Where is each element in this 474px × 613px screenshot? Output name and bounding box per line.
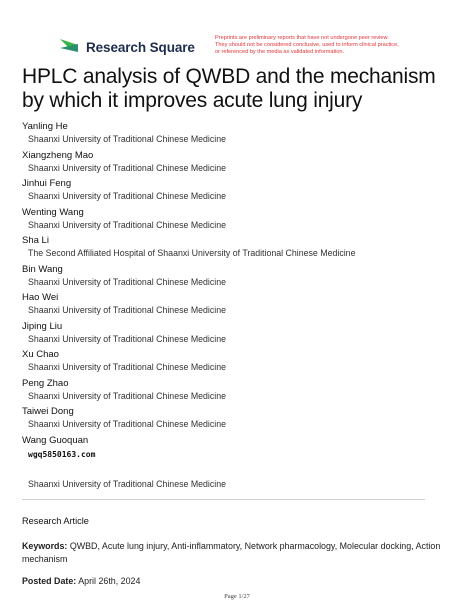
author-entry	[22, 320, 452, 349]
author-entry	[22, 177, 452, 206]
author-affiliation: Shaanxi University of Traditional Chinese Medicine	[28, 162, 227, 173]
author-entry	[22, 206, 452, 235]
author-name[interactable]: Peng Zhao	[22, 377, 69, 389]
author-name[interactable]: Yanling He	[22, 121, 68, 132]
notice-line: Preprints are preliminary reports that have not undergone peer review.	[215, 35, 389, 41]
page-number: Page 1/27	[224, 593, 250, 600]
notice-line: or referenced by the media as validated information.	[215, 49, 345, 56]
posted-date	[22, 576, 140, 586]
author-affiliation: Shaanxi University of Traditional Chinese Medicine	[28, 219, 227, 230]
author-name[interactable]: Jinhui Feng	[22, 178, 72, 189]
author-affiliation: Shaanxi University of Traditional Chinese Medicine	[28, 333, 227, 344]
author-affiliation: Shaanxi University of Traditional Chinese Medicine	[28, 305, 227, 315]
author-affiliation: Shaanxi University of Traditional Chinese Medicine	[28, 134, 227, 144]
author-entry	[22, 405, 452, 434]
keywords	[22, 540, 454, 565]
divider	[22, 499, 425, 500]
posted-date-label: Posted Date:	[22, 576, 77, 586]
corresponding-author-affiliation: Shaanxi University of Traditional Chinese Medicine	[28, 479, 227, 489]
author-name[interactable]: Sha Li	[22, 235, 49, 246]
header	[58, 36, 438, 62]
keywords-text: QWBD, Acute lung injury, Anti-inflammatory, Network pharmacology, Molecular docking, Action mechanism	[22, 541, 441, 564]
author-name[interactable]: Hao Wei	[22, 292, 59, 303]
author-name[interactable]: Taiwei Dong	[22, 406, 74, 417]
author-entry	[22, 234, 452, 263]
author-entry	[22, 149, 452, 178]
author-name[interactable]: Xiangzheng Mao	[22, 149, 94, 161]
author-affiliation: Shaanxi University of Traditional Chinese Medicine	[28, 362, 227, 372]
research-square-logo-icon	[58, 38, 80, 58]
author-affiliation: Shaanxi University of Traditional Chinese Medicine	[28, 191, 227, 201]
author-affiliation: The Second Affiliated Hospital of Shaanxi University of Traditional Chinese Medicine	[28, 248, 356, 258]
author-entry	[22, 377, 452, 406]
corresponding-author-entry	[22, 434, 452, 463]
author-list	[22, 120, 452, 462]
author-entry	[22, 263, 452, 292]
author-name[interactable]: Xu Chao	[22, 349, 59, 360]
author-email[interactable]: wgq5850163.com	[28, 449, 96, 459]
corresponding-author-name[interactable]: Wang Guoquan	[22, 434, 89, 446]
author-entry	[22, 348, 452, 377]
posted-date-value: April 26th, 2024	[78, 576, 141, 586]
author-entry	[22, 120, 452, 149]
preprint-notice	[215, 35, 455, 57]
author-name[interactable]: Wenting Wang	[22, 206, 84, 218]
author-affiliation: Shaanxi University of Traditional Chinese Medicine	[28, 276, 227, 287]
author-name[interactable]: Jiping Liu	[22, 320, 63, 332]
article-title: HPLC analysis of QWBD and the mechanism by which it improves acute lung injury	[22, 65, 436, 112]
notice-line: They should not be considered conclusive, used to inform clinical practice,	[215, 42, 399, 49]
keywords-label: Keywords:	[22, 541, 68, 551]
article-type: Research Article	[22, 516, 89, 526]
brand-name[interactable]: Research Square	[86, 40, 195, 55]
author-entry	[22, 291, 452, 320]
author-affiliation: Shaanxi University of Traditional Chinese Medicine	[28, 390, 227, 401]
author-name[interactable]: Bin Wang	[22, 263, 63, 275]
author-affiliation: Shaanxi University of Traditional Chinese Medicine	[28, 419, 227, 429]
